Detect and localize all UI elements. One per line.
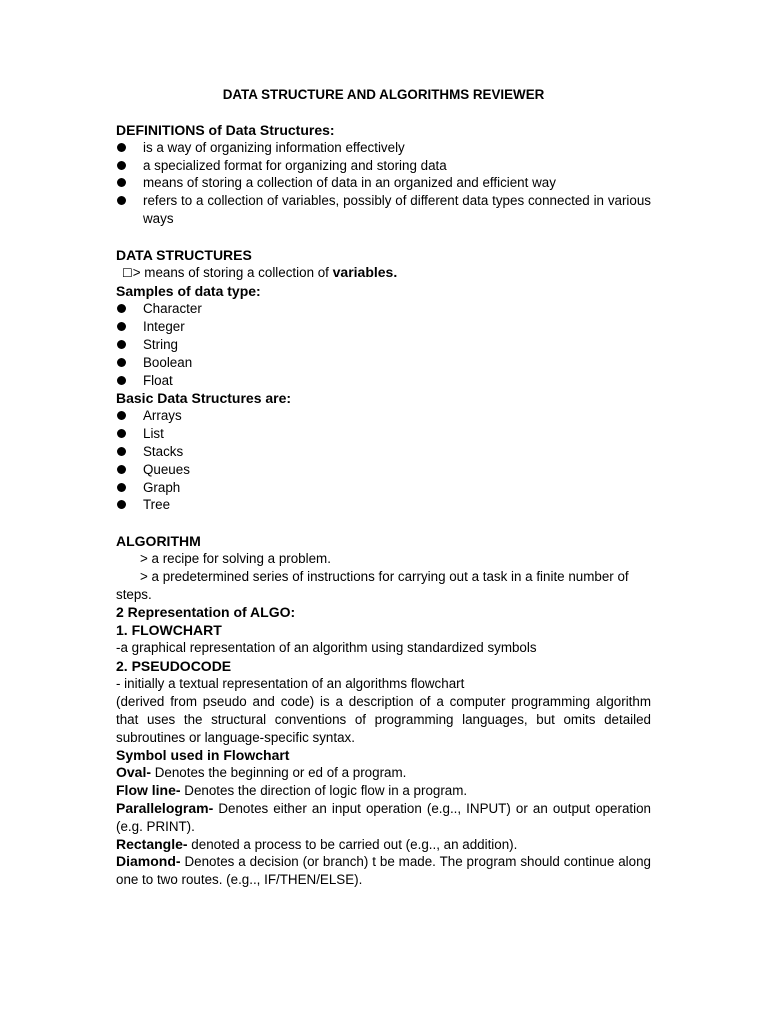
- data-structures-heading: DATA STRUCTURES: [116, 246, 252, 263]
- list-item: Arrays: [116, 407, 651, 425]
- bullet-icon: [117, 500, 126, 509]
- symbol-definition: Rectangle- denoted a process to be carried out (e.g.., an addition).: [116, 835, 518, 852]
- list-item: Character: [116, 300, 651, 318]
- definitions-heading: DEFINITIONS of Data Structures:: [116, 121, 335, 138]
- list-item: is a way of organizing information effectively: [116, 139, 651, 157]
- bullet-icon: [117, 465, 126, 474]
- bullet-icon: [117, 411, 126, 420]
- bullet-icon: [117, 483, 126, 492]
- representation-heading: 2 Representation of ALGO:: [116, 604, 296, 621]
- pseudocode-text-1: - initially a textual representation of an algorithms flowchart: [116, 676, 465, 692]
- bullet-icon: [117, 376, 126, 385]
- bullet-icon: [117, 196, 126, 205]
- bullet-icon: [117, 358, 126, 367]
- bullet-icon: [117, 340, 126, 349]
- symbol-definition: Parallelogram- Denotes either an input operation (e.g.., INPUT) or an output operation (e.g. PRINT).: [116, 799, 651, 834]
- list-item: Tree: [116, 496, 651, 514]
- basic-structures-heading: Basic Data Structures are:: [116, 390, 292, 407]
- list-item: Graph: [116, 479, 651, 497]
- pseudocode-text-2: (derived from pseudo and code) is a description of a computer programming algorithm that uses the structural conventions of programming languages, but omits detailed subroutines or language-specific syntax.: [116, 693, 651, 745]
- bullet-icon: [117, 143, 126, 152]
- algorithm-heading: ALGORITHM: [116, 532, 201, 549]
- bullet-icon: [117, 178, 126, 187]
- algorithm-line-1: > a recipe for solving a problem.: [140, 550, 331, 566]
- definitions-list: [116, 139, 651, 228]
- bullet-icon: [117, 429, 126, 438]
- pseudocode-heading: 2. PSEUDOCODE: [116, 658, 232, 675]
- document-title: DATA STRUCTURE AND ALGORITHMS REVIEWER: [222, 87, 545, 102]
- symbol-definition: Oval- Denotes the beginning or ed of a program.: [116, 764, 407, 781]
- data-structures-line: ☐> means of storing a collection of variables.: [116, 264, 651, 283]
- document-body: [116, 86, 651, 889]
- list-item: refers to a collection of variables, possibly of different data types connected in various ways: [116, 192, 651, 228]
- list-item: Queues: [116, 461, 651, 479]
- flowchart-text: -a graphical representation of an algorithm using standardized symbols: [116, 640, 537, 656]
- list-item: String: [116, 336, 651, 354]
- list-item: Float: [116, 372, 651, 390]
- samples-heading: Samples of data type:: [116, 283, 261, 300]
- samples-list: [116, 300, 651, 389]
- flowchart-heading: 1. FLOWCHART: [116, 622, 222, 639]
- basic-structures-list: [116, 407, 651, 514]
- symbols-heading: Symbol used in Flowchart: [116, 747, 290, 764]
- symbol-definition: Flow line- Denotes the direction of logic flow in a program.: [116, 782, 468, 799]
- list-item: Boolean: [116, 354, 651, 372]
- bullet-icon: [117, 447, 126, 456]
- bullet-icon: [117, 304, 126, 313]
- symbol-definition: Diamond- Denotes a decision (or branch) t be made. The program should continue along one to two routes. (e.g.., IF/THEN/ELSE).: [116, 853, 651, 888]
- list-item: Integer: [116, 318, 651, 336]
- algorithm-line-2: > a predetermined series of instructions for carrying out a task in a finite number of steps.: [116, 568, 629, 602]
- list-item: a specialized format for organizing and storing data: [116, 157, 651, 175]
- list-item: means of storing a collection of data in an organized and efficient way: [116, 174, 651, 192]
- bullet-icon: [117, 322, 126, 331]
- symbol-glyph-icon: ☐: [122, 265, 133, 280]
- list-item: Stacks: [116, 443, 651, 461]
- list-item: List: [116, 425, 651, 443]
- bullet-icon: [117, 161, 126, 170]
